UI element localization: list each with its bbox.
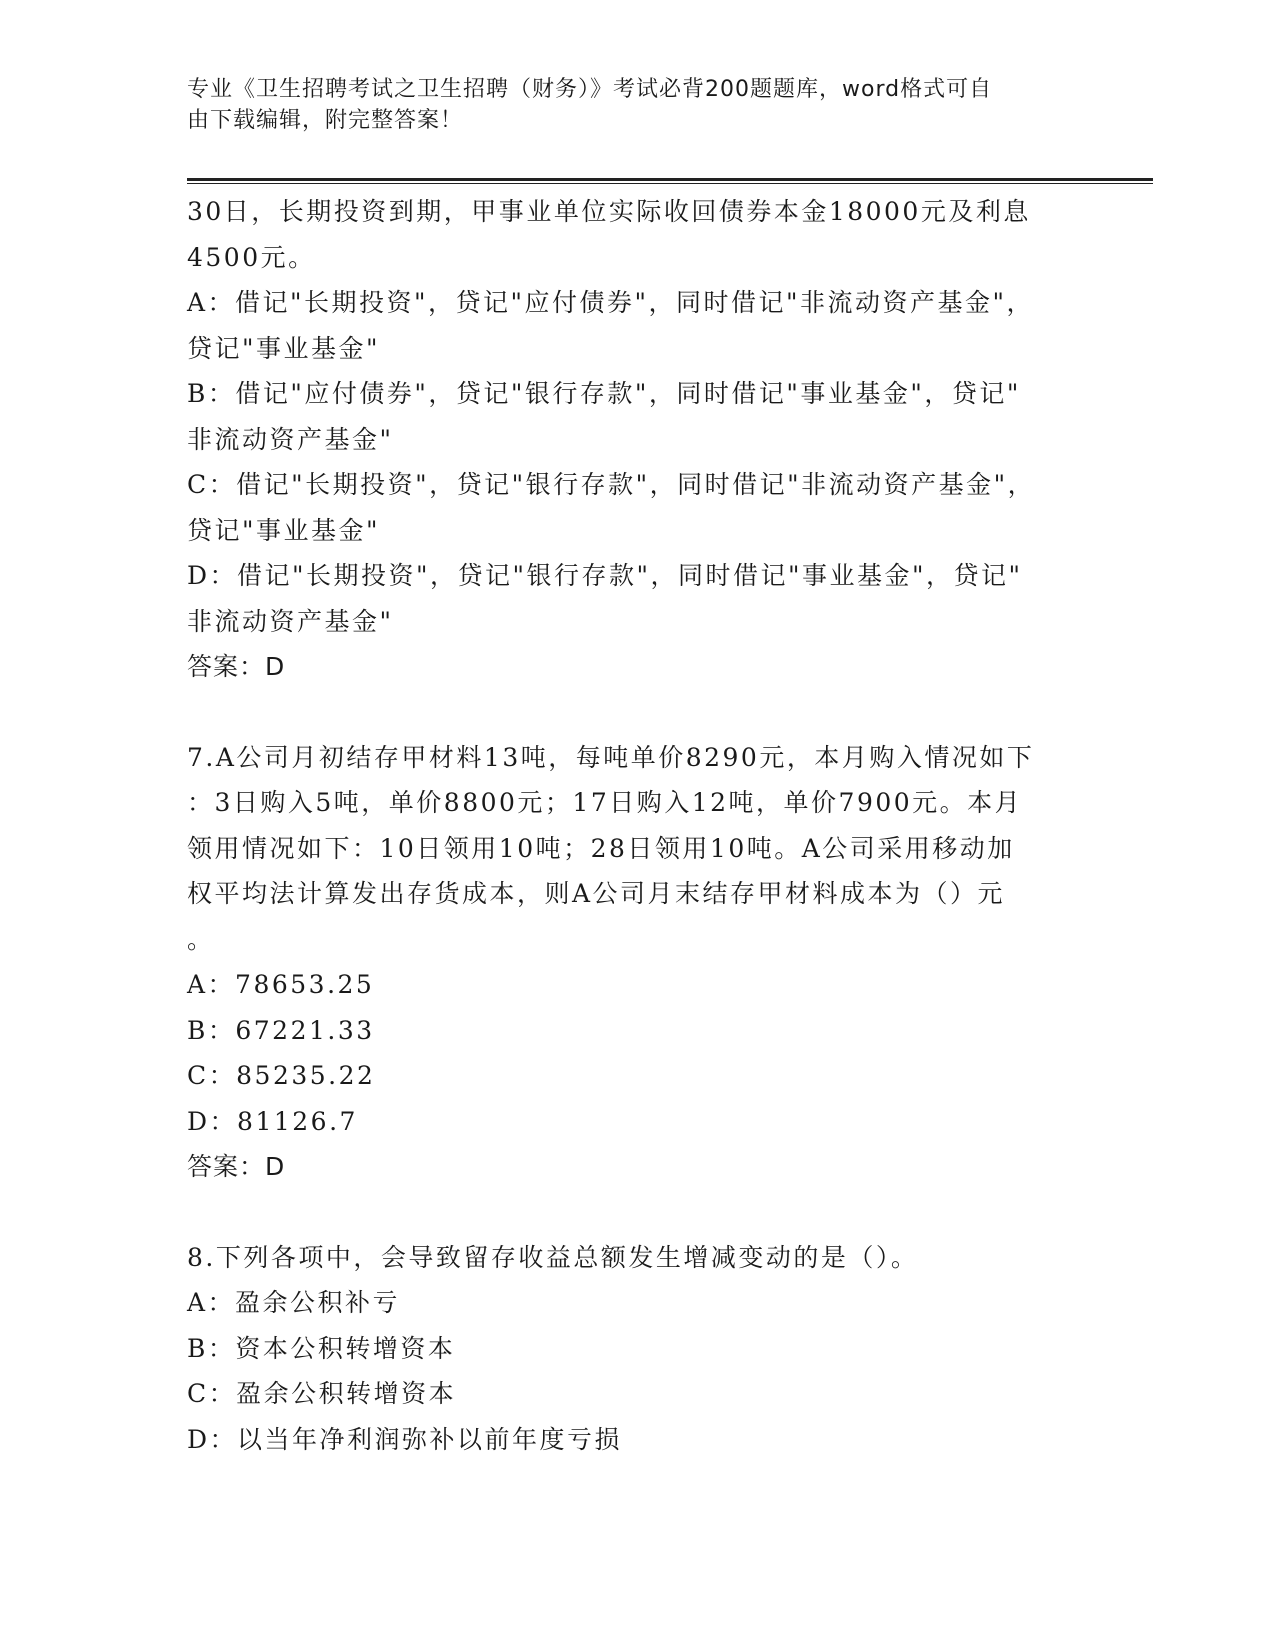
option-d-line: D：借记"长期投资"，贷记"银行存款"，同时借记"事业基金"，贷记": [187, 561, 1023, 590]
option-b-line: B：资本公积转增资本: [187, 1333, 456, 1363]
option-b-line: B：67221.33: [187, 1015, 375, 1045]
header-divider-thin: [187, 183, 1153, 184]
option-a-line: A：借记"长期投资"，贷记"应付债券"，同时借记"非流动资产基金"，: [187, 288, 1035, 317]
header-line-2: 由下载编辑，附完整答案！: [187, 108, 464, 133]
header-line-1: 专业《卫生招聘考试之卫生招聘（财务）》考试必背200题题库，word格式可自: [187, 77, 993, 102]
question-7: [187, 735, 1087, 1190]
document-header: [187, 74, 1067, 136]
question-stem-line: 。: [187, 924, 215, 954]
question-6: [187, 189, 1087, 690]
option-d-line: D：81126.7: [187, 1106, 358, 1136]
header-divider-thick: [187, 178, 1153, 181]
option-a-line: A：盈余公积补亏: [187, 1288, 401, 1317]
option-a-line: 贷记"事业基金": [187, 333, 380, 363]
question-stem-line: 领用情况如下：10日领用10吨；28日领用10吨。A公司采用移动加: [187, 833, 1015, 863]
option-d-line: D：以当年净利润弥补以前年度亏损: [187, 1424, 623, 1454]
option-b-line: 非流动资产基金": [187, 424, 394, 454]
option-d-line: 非流动资产基金": [187, 606, 394, 636]
question-stem-line: 7.A公司月初结存甲材料13吨，每吨单价8290元，本月购入情况如下: [187, 742, 1035, 772]
question-stem-line: 4500元。: [187, 242, 316, 272]
option-a-line: A：78653.25: [187, 970, 375, 999]
option-c-line: C：盈余公积转增资本: [187, 1379, 457, 1408]
question-stem-line: 权平均法计算发出存货成本，则A公司月末结存甲材料成本为（）元: [187, 879, 1006, 908]
option-b-line: B：借记"应付债券"，贷记"银行存款"，同时借记"事业基金"，贷记": [187, 379, 1021, 408]
document-body: [187, 189, 1087, 1462]
option-c-line: C：85235.22: [187, 1061, 376, 1090]
question-stem-line: 30日，长期投资到期，甲事业单位实际收回债券本金18000元及利息: [187, 197, 1031, 226]
question-stem-line: ：3日购入5吨，单价8800元；17日购入12吨，单价7900元。本月: [187, 788, 1023, 817]
question-stem-line: 8.下列各项中，会导致留存收益总额发生增减变动的是（）。: [187, 1242, 919, 1272]
question-8: [187, 1235, 1087, 1463]
question-spacer: [187, 690, 1087, 735]
question-spacer: [187, 1190, 1087, 1235]
answer-label: 答案：D: [187, 652, 286, 681]
answer-label: 答案：D: [187, 1152, 286, 1181]
option-c-line: 贷记"事业基金": [187, 515, 380, 545]
option-c-line: C：借记"长期投资"，贷记"银行存款"，同时借记"非流动资产基金"，: [187, 470, 1036, 499]
